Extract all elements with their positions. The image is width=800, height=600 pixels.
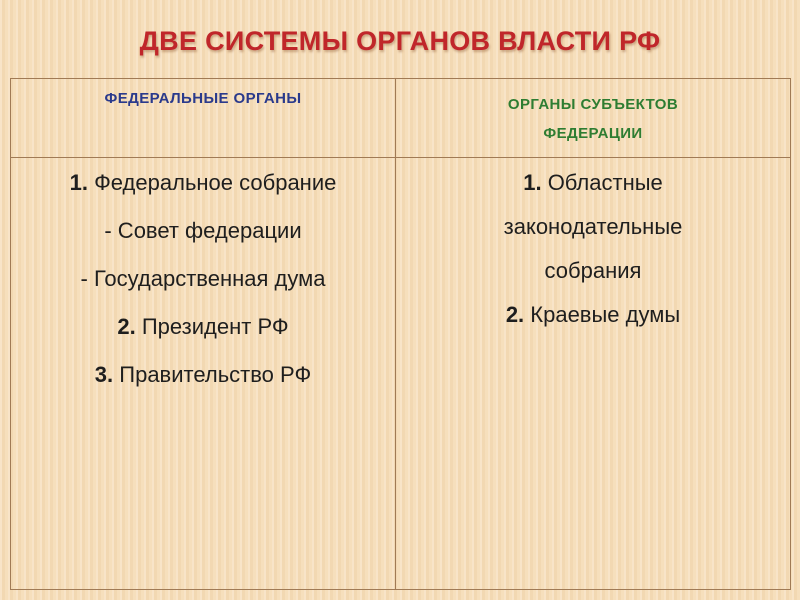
list-marker: 3. [94, 362, 114, 387]
list-marker: 2. [117, 314, 136, 339]
list-item [11, 207, 395, 255]
list-item [11, 351, 395, 399]
list-item-text: Президент РФ [135, 314, 289, 339]
table-header-row [11, 79, 790, 158]
list-item-continuation: собрания [544, 258, 642, 283]
list-item [11, 255, 395, 303]
list-item [396, 291, 790, 335]
list-item [11, 303, 395, 351]
list-marker: 1. [523, 170, 542, 195]
header-subject-organs-line1: ОРГАНЫ СУБЪЕКТОВ [507, 96, 679, 113]
list-item-text: Федеральное собрание [87, 170, 337, 195]
list-marker: 1. [69, 170, 88, 195]
federal-organs-list [11, 159, 395, 399]
list-item [396, 159, 790, 203]
header-federal-organs: ФЕДЕРАЛЬНЫЕ ОРГАНЫ [104, 90, 302, 107]
list-marker: 2. [505, 302, 525, 327]
list-item-text: Областные [541, 170, 663, 195]
header-subject-organs-line2: ФЕДЕРАЦИИ [543, 125, 643, 142]
subject-organs-list [396, 159, 790, 335]
list-item-text: Государственная дума [87, 266, 326, 291]
list-item-continuation: законодательные [503, 214, 683, 239]
list-marker: - [104, 218, 112, 243]
list-item-text: Краевые думы [524, 302, 681, 327]
list-item-text: Правительство РФ [113, 362, 312, 387]
comparison-table [10, 78, 791, 590]
list-item-text: Совет федерации [111, 218, 302, 243]
slide-title: ДВЕ СИСТЕМЫ ОРГАНОВ ВЛАСТИ РФ [139, 26, 661, 56]
list-item [11, 159, 395, 207]
list-marker: - [80, 266, 88, 291]
header-subject-organs [396, 90, 790, 148]
